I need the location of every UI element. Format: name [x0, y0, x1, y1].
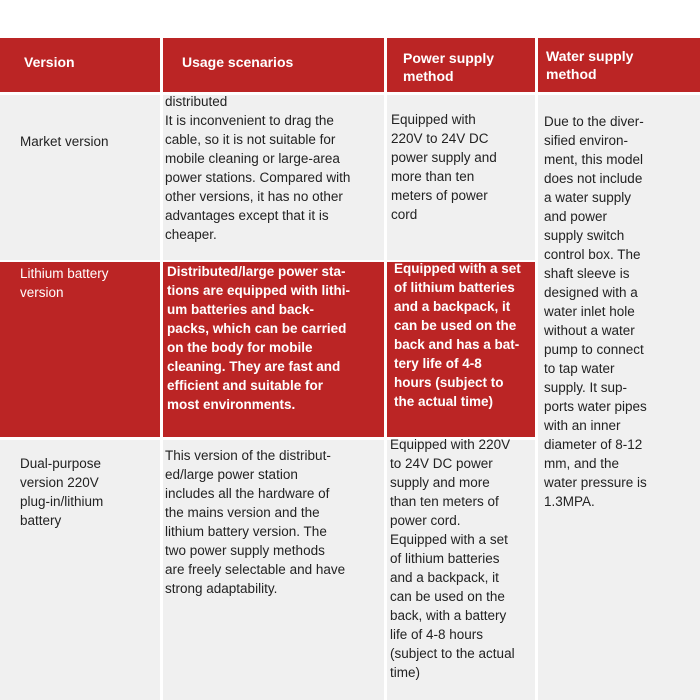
market-power-text: Equipped with 220V to 24V DC power supply and more than ten meters of power cord	[391, 112, 497, 222]
dual-version-label: Dual-purpose version 220V plug-in/lithium battery	[20, 456, 104, 528]
dual-power-text: Equipped with 220V to 24V DC power supply and more than ten meters of power cord. Equipped with a set of lithium batteries and a backpack, it can be used on the back, with a battery life of 4-8 hours (subject to the actual time)	[390, 437, 515, 680]
market-usage-text: distributed It is inconvenient to drag the cable, so it is not suitable for mobile cleaning or large-area power stations. Compared with other versions, it has no other advantages except that it is cheaper.	[165, 94, 351, 242]
lithium-power-text: Equipped with a set of lithium batteries and a backpack, it can be used on the back and has a bat- tery life of 4-8 hours (subject to the actual time)	[394, 261, 521, 409]
header-power: Power supply method	[403, 50, 495, 84]
market-version-label: Market version	[20, 134, 109, 149]
header-version: Version	[24, 54, 75, 70]
lithium-version-label: Lithium battery version	[20, 266, 109, 300]
market-version-cell	[0, 95, 160, 260]
lithium-usage-text: Distributed/large power sta- tions are equipped with lithi- um batteries and back- packs, which can be carried on the body for mobile cleaning. They are fast and efficient and suitable for most environments.	[167, 264, 351, 412]
header-usage: Usage scenarios	[182, 54, 294, 70]
header-water: Water supply method	[546, 48, 634, 82]
water-supply-text: Due to the diver- sified environ- ment, this model does not include a water supply and power supply switch control box. The shaft sleeve is designed with a water inlet hole without a water pump to connect to tap water supply. It sup- ports water pipes with an inner diameter of 8-12 mm, and the water pressure is 1.3MPA.	[544, 114, 647, 509]
dual-usage-text: This version of the distribut- ed/large power station includes all the hardware of the mains version and the lithium battery version. The two power supply methods are freely selectable and have strong adaptability.	[165, 448, 346, 596]
